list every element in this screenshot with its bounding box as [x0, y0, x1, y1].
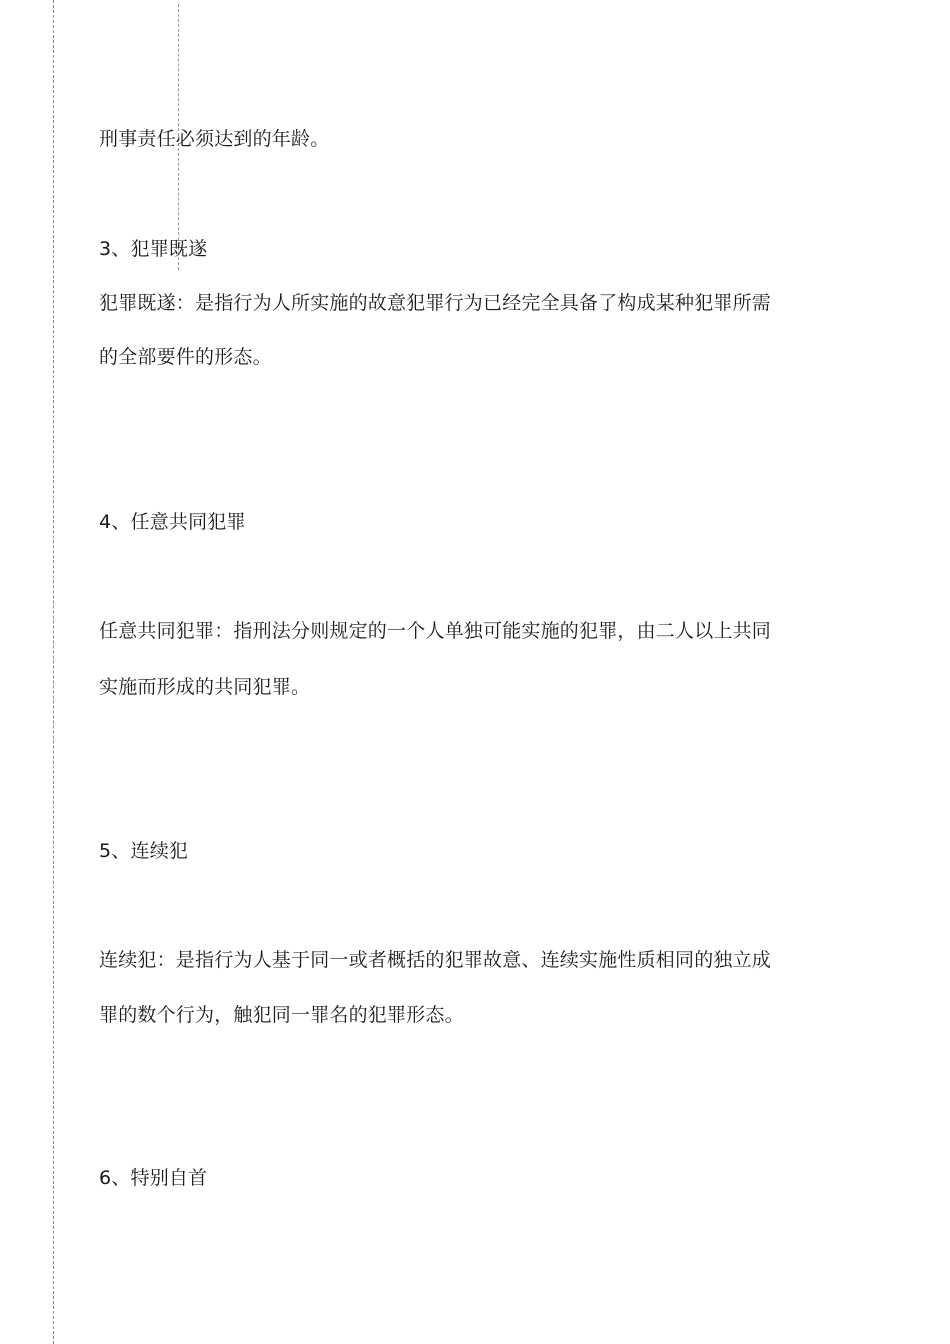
continuation-text: 刑事责任必须达到的年龄。: [99, 128, 330, 150]
section-6-heading: 6、特别自首: [99, 1167, 208, 1189]
section-4-heading: 4、任意共同犯罪: [99, 511, 246, 533]
section-3-body-line-1: 犯罪既遂：是指行为人所实施的故意犯罪行为已经完全具备了构成某种犯罪所需: [99, 292, 772, 314]
section-5-heading: 5、连续犯: [99, 840, 189, 862]
section-5-body-line-1: 连续犯：是指行为人基于同一或者概括的犯罪故意、连续实施性质相同的独立成: [99, 949, 772, 971]
section-4-body-line-1: 任意共同犯罪：指刑法分则规定的一个人单独可能实施的犯罪，由二人以上共同: [99, 620, 772, 642]
section-4-body-line-2: 实施而形成的共同犯罪。: [99, 676, 311, 698]
page-margin-line: [53, 0, 54, 1344]
section-5-body-line-2: 罪的数个行为，触犯同一罪名的犯罪形态。: [99, 1004, 464, 1026]
section-3-body-line-2: 的全部要件的形态。: [99, 346, 272, 368]
section-3-heading: 3、犯罪既遂: [99, 238, 208, 260]
